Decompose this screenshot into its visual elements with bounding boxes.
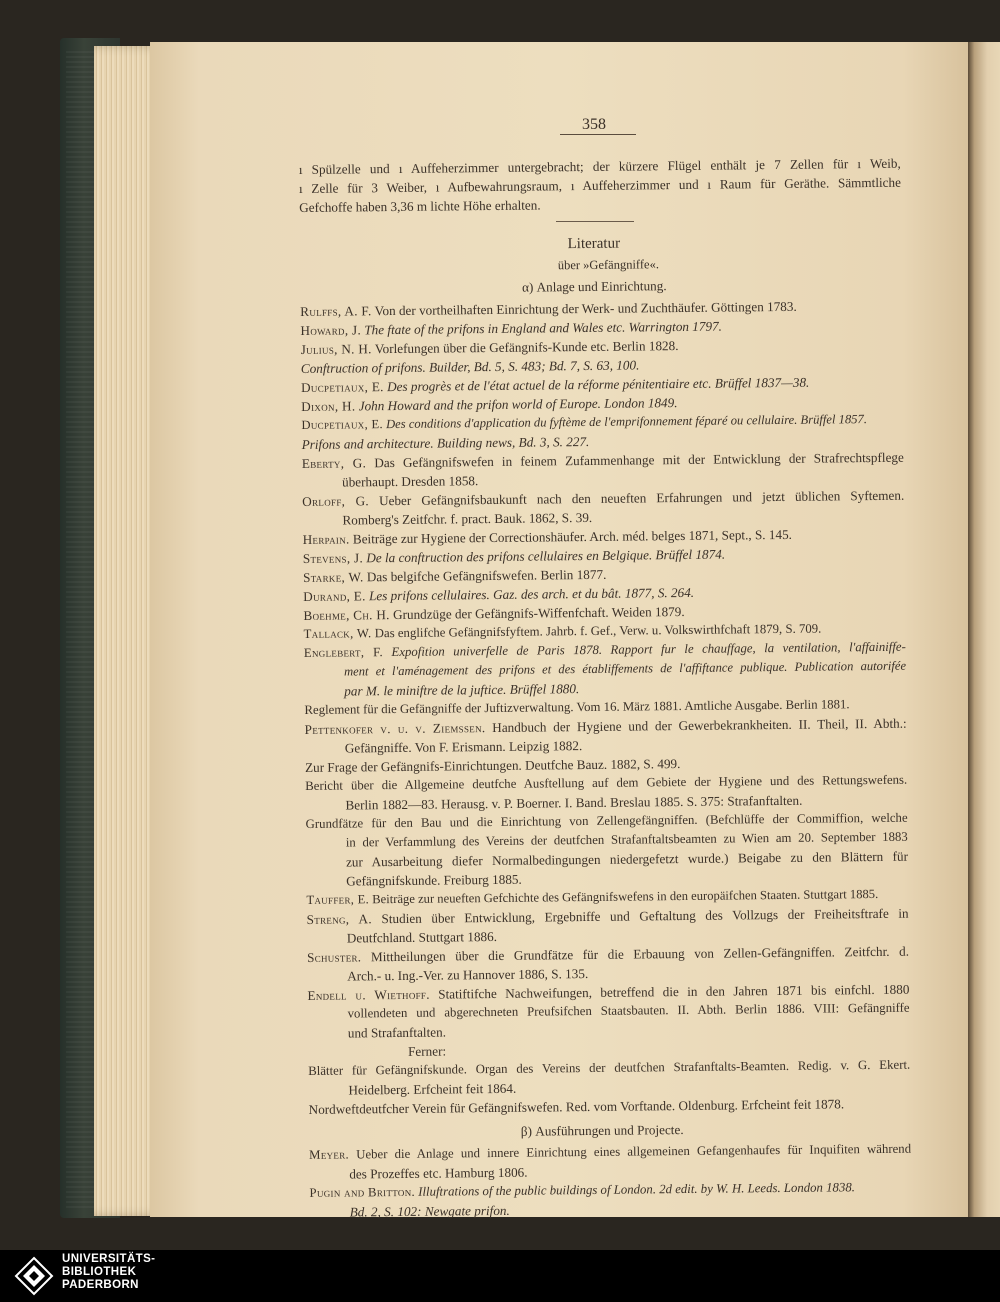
bib-title: Bericht über die Allgemeine deutfche Ausftellung auf dem Gebiete der Hygiene und des Rettungswefens. — [305, 772, 908, 793]
bib-entry-cont: Gefängniffe. Von F. Erismann. Leipzig 1882. — [344, 738, 583, 756]
bib-title: John Howard and the prifon world of Europe. London 1849. — [358, 395, 678, 414]
bib-title: Reglement für die Gefängniffe der Juftizverwaltung. Vom 16. März 1881. Amtliche Ausgabe. Berlin 1881. — [304, 697, 850, 717]
bib-title: Handbuch der Hygiene und der Gewerbekrankheiten. II. Theil, II. Abth.: — [492, 715, 907, 735]
bib-title: Vorlefungen über die Gefängnifs-Kunde etc. Berlin 1828. — [374, 338, 679, 357]
library-name-line-3: PADERBORN — [62, 1279, 139, 1291]
bib-author: Tauffer, E. — [306, 892, 370, 907]
bib-title: De la conftruction des prifons cellulaires en Belgique. Brüffel 1874. — [366, 546, 726, 566]
bib-title: Das belgifche Gefängnifswefen. Berlin 1877. — [366, 566, 607, 585]
library-name — [62, 1253, 155, 1292]
bib-entry-cont: in der Verfammlung des Vereins der deutfchen Strafanftaltsbeamten zu Wien am 20. September 1883 — [345, 829, 908, 850]
section-beta-heading: β) Ausführungen und Projecte. — [520, 1122, 684, 1139]
bib-author: Englebert, F. — [303, 645, 384, 660]
periodical-entry: Nordweftdeutfcher Verein für Gefängnifswefen. Red. vom Vorftande. Oldenburg. Erfcheint feit 1878. — [308, 1096, 845, 1117]
bib-entry-cont: par M. le miniftre de la juftice. Brüffel 1880. — [344, 681, 580, 699]
bib-title: Grundzüge der Gefängnifs-Wiffenfchaft. Weiden 1879. — [392, 603, 685, 623]
bib-author: Tallack, W. — [303, 626, 372, 641]
bib-author: Starke, W. — [302, 569, 364, 585]
literature-subheading: über »Gefängniffe«. — [557, 257, 659, 273]
ferner-label: Ferner: — [407, 1043, 447, 1059]
library-name-line-1: UNIVERSITÄTS- — [62, 1253, 156, 1265]
bib-title: Les prifons cellulaires. Gaz. des arch. et du bât. 1877, S. 264. — [368, 584, 695, 604]
bib-title: Expofition univerfelle de Paris 1878. Rapport fur le chauffage, la ventilation, l'affainiffe- — [391, 639, 906, 660]
bib-entry-cont: ment et l'aménagement des prifons et des établiffements de l'affiftance publique. Publication autorifée — [343, 658, 907, 679]
bib-title: Grundfätze für den Bau und die Einrichtung von Zellengefängniffen. (Befchlüffe der Commiffion, welche — [305, 810, 908, 831]
bib-title: Des conditions d'application du fyftème de l'emprifonnement féparé ou cellulaire. Brüffel 1857. — [385, 412, 868, 432]
bib-entry-cont: Arch.- u. Ing.-Ver. zu Hannover 1886, S. 135. — [347, 966, 589, 984]
bib-entry-cont: des Prozeffes etc. Hamburg 1806. — [349, 1164, 528, 1182]
periodical-entry-cont: Heidelberg. Erfcheint feit 1864. — [348, 1080, 517, 1098]
bib-author: Orloff, G. — [302, 493, 370, 509]
bib-author: Durand, E. — [303, 588, 366, 604]
bib-title: Des progrès et de l'état actuel de la réforme pénitentiaire etc. Brüffel 1837—38. — [386, 374, 810, 395]
bib-title: Studien über Entwicklung, Ergebniffe und Geftaltung des Vollzugs der Freiheitsftrafe in — [381, 905, 909, 927]
bib-entry-cont: überhaupt. Dresden 1858. — [341, 473, 479, 490]
page-number-rule — [560, 134, 636, 135]
university-library-logo-icon — [14, 1256, 54, 1296]
bib-author: Ducpetiaux, E. — [300, 379, 384, 395]
literature-heading: Literatur — [567, 235, 621, 253]
bib-author: Ducpetiaux, E. — [301, 417, 383, 432]
bib-entry-cont: vollendeten und abgerechneten Preufsifchen Staatsbauten. II. Abth. Berlin 1886. VIII: Gefängniffe — [347, 1000, 910, 1021]
periodical-entry: Blätter für Gefängnifskunde. Organ des Vereins der deutfchen Strafanftalts-Beamten. Redig. v. G. Ekert. — [308, 1057, 911, 1078]
bib-author: Julius, N. H. — [300, 341, 372, 357]
page-number: 358 — [582, 116, 606, 133]
bib-title: Beiträge zur neueften Gefchichte des Gefängnifswefens in den europäifchen Staaten. Stuttgart 1885. — [372, 886, 879, 907]
intro-line-1: ı Spülzelle und ı Auffeherzimmer untergebracht; der kürzere Flügel enthält je 7 Zellen für ı Weib, — [298, 155, 901, 177]
bib-entry-cont: Romberg's Zeitfchr. f. pract. Bauk. 1862, S. 39. — [342, 509, 593, 528]
bib-title: Ueber Gefängnifsbaukunft nach den neueften Erfahrungen und jetzt üblichen Syftemen. — [378, 487, 905, 509]
bib-author: Stevens, J. — [302, 550, 364, 566]
bib-title: Zur Frage der Gefängnifs-Einrichtungen. Deutfche Bauz. 1882, S. 499. — [304, 756, 681, 775]
bib-author: Herpain. — [302, 531, 350, 547]
bib-title: Illuftrations of the public buildings of London. 2d edit. by W. H. Leeds. London 1838. — [418, 1180, 855, 1199]
bib-title: Mittheilungen über die Grundfätze für die Erbauung von Zellen-Gefängniffen. Zeitfchr. d. — [370, 943, 910, 965]
section-alpha-heading: α) Anlage und Einrichtung. — [521, 278, 667, 295]
intro-line-2: ı Zelle für 3 Weiber, ı Aufbewahrungsraum, ı Auffeherzimmer und ı Raum für Geräthe. Sämmtliche — [298, 174, 902, 196]
bib-author: Streng, A. — [306, 911, 372, 927]
bib-title: Das Gefängnifswefen in feinem Zufammenhange mit der Entwicklung der Strafrechtspflege — [374, 449, 904, 471]
bib-author: Pettenkofer v. u. v. Ziemssen. — [304, 720, 486, 737]
bib-author: Pugin and Britton. — [309, 1184, 416, 1200]
section-separator — [556, 221, 634, 222]
bib-entry-cont: zur Ausarbeitung diefer Normalbedingungen niedergefetzt wurde.) Beigabe zu den Blättern für — [345, 848, 909, 870]
bib-title: Von der vortheilhaften Einrichtung der Werk- und Zuchthäufer. Göttingen 1783. — [374, 298, 797, 319]
bib-entry-cont: Berlin 1882—83. Herausg. v. P. Boerner. I. Band. Breslau 1885. S. 375: Strafanftalten. — [345, 792, 803, 813]
bib-title: The ftate of the prifons in England and Wales etc. Warrington 1797. — [364, 318, 723, 338]
bib-title: Statiftifche Nachweifungen, betreffend die in den Jahren 1871 bis einfchl. 1880 — [438, 981, 910, 1002]
bib-author: Eberty, G. — [301, 455, 367, 471]
library-footer — [0, 1250, 1000, 1302]
bib-entry-cont: Bd. 2, S. 102: Newgate prifon. — [349, 1202, 510, 1220]
bib-author: Meyer. — [309, 1147, 350, 1162]
intro-line-3: Gefchoffe haben 3,36 m lichte Höhe erhalten. — [299, 197, 541, 215]
bib-author: Rulffs, A. F. — [300, 303, 372, 319]
bib-entry-cont: und Strafanftalten. — [347, 1024, 447, 1041]
bib-author: Schuster. — [306, 949, 362, 965]
bib-author: Endell u. Wiethoff. — [307, 986, 430, 1003]
bib-entry-cont: Gefängnifskunde. Freiburg 1885. — [346, 871, 522, 889]
bib-author: Dixon, H. — [301, 398, 356, 414]
bib-author: Boehme, Ch. H. — [303, 607, 390, 623]
bib-author: Howard, J. — [300, 322, 362, 338]
bib-title: Prifons and architecture. Building news, Bd. 3, S. 227. — [301, 433, 590, 452]
bib-title: Beiträge zur Hygiene der Correctionshäufer. Arch. méd. belges 1871, Sept., S. 145. — [352, 526, 793, 547]
bib-title: Das englifche Gefängnifsfyftem. Jahrb. f. Gef., Verw. u. Volkswirthfchaft 1879, S. 709. — [374, 621, 822, 641]
bib-title: Conftruction of prifons. Builder, Bd. 5, S. 483; Bd. 7, S. 63, 100. — [300, 357, 640, 376]
library-name-line-2: BIBLIOTHEK — [62, 1266, 137, 1278]
bib-entry-cont: Deutfchland. Stuttgart 1886. — [346, 928, 498, 946]
facing-page-edge — [968, 42, 1000, 1217]
bib-title: Ueber die Anlage und innere Einrichtung eines allgemeinen Gefangenhaufes für Inquifiten während — [356, 1141, 912, 1162]
